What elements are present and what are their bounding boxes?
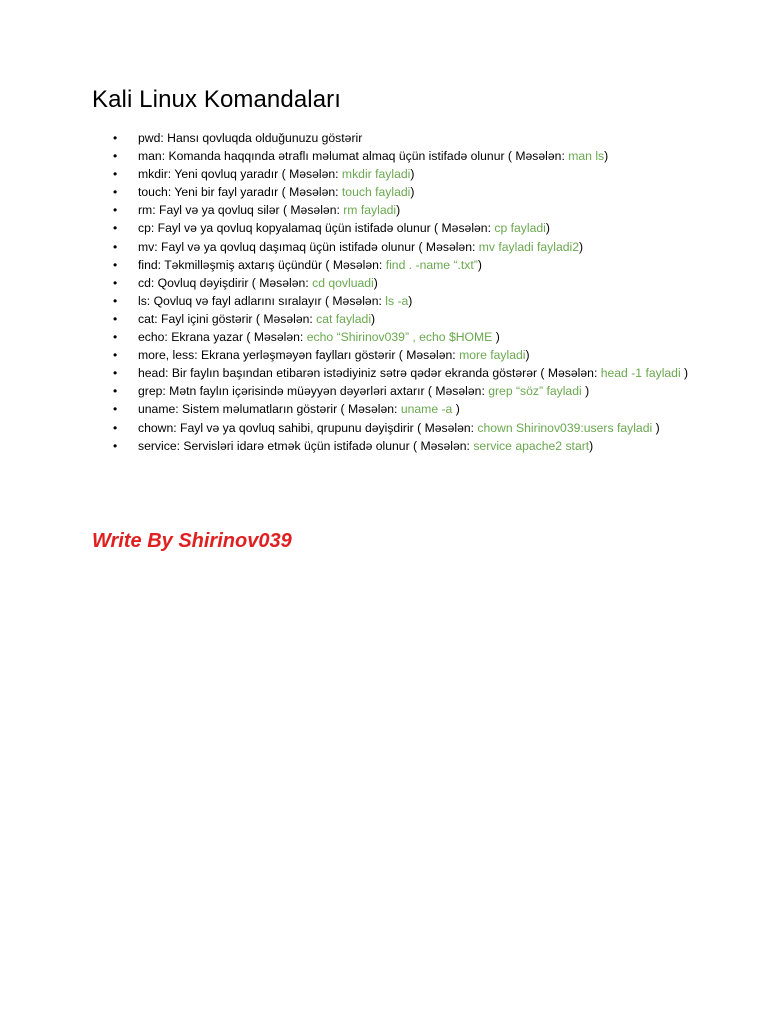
bullet-icon: • bbox=[113, 239, 118, 254]
bullet-icon: • bbox=[113, 384, 118, 399]
list-item bbox=[113, 183, 703, 201]
command-name: touch: bbox=[138, 185, 172, 200]
command-description: Hansı qovluqda olduğunuzu göstərir bbox=[163, 131, 363, 145]
command-description: Fayl içini göstərir ( bbox=[157, 311, 264, 326]
command-example: cd qovluadi bbox=[312, 275, 374, 290]
page-title: Kali Linux Komandaları bbox=[92, 86, 342, 113]
list-item bbox=[113, 364, 703, 382]
command-description: Sistem məlumatların göstərir ( bbox=[178, 402, 348, 417]
list-item bbox=[113, 238, 703, 256]
example-suffix: ) bbox=[373, 275, 378, 290]
command-name: cd: bbox=[138, 275, 155, 290]
bullet-icon: • bbox=[113, 257, 118, 272]
command-example: echo “Shirinov039” , echo $HOME bbox=[306, 330, 493, 345]
command-description: Təkmilləşmiş axtarış üçündür ( bbox=[161, 257, 333, 272]
bullet-icon: • bbox=[113, 167, 118, 182]
example-prefix: Məsələn: bbox=[253, 330, 307, 345]
command-description: Qovluq dəyişdirir ( bbox=[154, 275, 260, 290]
command-example: service apache2 start bbox=[473, 438, 590, 453]
example-suffix: ) bbox=[477, 257, 482, 272]
bullet-icon: • bbox=[113, 366, 118, 381]
list-item bbox=[113, 147, 703, 165]
command-name: rm: bbox=[138, 203, 156, 218]
example-prefix: Məsələn: bbox=[435, 384, 489, 399]
command-description: Servisləri idarə etmək üçün istifadə olunur ( bbox=[180, 438, 421, 453]
example-prefix: Məsələn: bbox=[441, 221, 495, 236]
bullet-icon: • bbox=[113, 402, 118, 417]
bullet-icon: • bbox=[113, 131, 118, 145]
example-prefix: Məsələn: bbox=[424, 420, 478, 435]
command-description: Fayl və ya qovluq silər ( bbox=[155, 203, 291, 218]
example-suffix: ) bbox=[680, 366, 689, 381]
example-prefix: Məsələn: bbox=[332, 293, 386, 308]
bullet-icon: • bbox=[113, 330, 118, 345]
list-item bbox=[113, 310, 703, 328]
bullet-icon: • bbox=[113, 293, 118, 308]
example-prefix: Məsələn: bbox=[259, 275, 313, 290]
command-name: find: bbox=[138, 257, 162, 272]
command-name: mkdir: bbox=[138, 167, 172, 182]
command-name: ls: bbox=[138, 293, 151, 308]
example-prefix: Məsələn: bbox=[289, 185, 342, 200]
command-name: more, less: bbox=[138, 348, 198, 363]
command-description: Qovluq və fayl adlarını sıralayır ( bbox=[150, 293, 333, 308]
bullet-icon: • bbox=[113, 311, 118, 326]
example-suffix: ) bbox=[396, 203, 401, 218]
command-example: uname -a bbox=[400, 402, 453, 417]
list-item bbox=[113, 437, 703, 455]
list-item bbox=[113, 201, 703, 219]
bullet-icon: • bbox=[113, 275, 118, 290]
command-example: man ls bbox=[568, 149, 605, 164]
command-example: mkdir fayladi bbox=[341, 167, 411, 182]
command-description: Yeni bir fayl yaradır ( bbox=[171, 185, 290, 200]
list-item bbox=[113, 346, 703, 364]
bullet-icon: • bbox=[113, 203, 118, 218]
bullet-icon: • bbox=[113, 185, 118, 200]
example-suffix: ) bbox=[408, 293, 413, 308]
list-item bbox=[113, 165, 703, 183]
example-suffix: ) bbox=[371, 311, 376, 326]
command-description: Mətn faylın içərisində müəyyən dəyərləri axtarır ( bbox=[165, 384, 436, 399]
bullet-icon: • bbox=[113, 438, 118, 453]
example-suffix: ) bbox=[452, 402, 460, 417]
command-description: Bir faylın başından etibarən istədiyiniz sətrə qədər ekranda göstərər ( bbox=[168, 366, 548, 381]
command-example: chown Shirinov039:users fayladi bbox=[477, 420, 653, 435]
example-suffix: ) bbox=[492, 330, 500, 345]
command-description: Yeni qovluq yaradır ( bbox=[171, 167, 290, 182]
command-example: cp fayladi bbox=[494, 221, 546, 236]
command-example: mv fayladi fayladi2 bbox=[478, 239, 580, 254]
bullet-icon: • bbox=[113, 221, 118, 236]
example-suffix: ) bbox=[604, 149, 609, 164]
list-item bbox=[113, 219, 703, 237]
command-name: cat: bbox=[138, 311, 158, 326]
command-name: uname: bbox=[138, 402, 179, 417]
command-example: cat fayladi bbox=[316, 311, 372, 326]
command-description: Ekrana yerləşməyən faylları göstərir ( bbox=[197, 348, 407, 363]
list-item bbox=[113, 419, 703, 437]
example-suffix: ) bbox=[410, 185, 415, 200]
command-description: Ekrana yazar ( bbox=[167, 330, 254, 345]
command-description: Fayl və ya qovluq sahibi, qrupunu dəyişdirir ( bbox=[176, 420, 425, 435]
bullet-icon: • bbox=[113, 420, 118, 435]
command-description: Fayl və ya qovluq kopyalamaq üçün istifadə olunur ( bbox=[154, 221, 442, 236]
command-list bbox=[113, 129, 703, 455]
command-name: grep: bbox=[138, 384, 166, 399]
command-example: find . -name “.txt” bbox=[385, 257, 478, 272]
command-name: service: bbox=[138, 438, 180, 453]
command-name: chown: bbox=[138, 420, 177, 435]
example-suffix: ) bbox=[410, 167, 415, 182]
example-prefix: Məsələn: bbox=[547, 366, 601, 381]
command-description: Komanda haqqında ətraflı məlumat almaq üçün istifadə olunur ( bbox=[165, 149, 516, 164]
command-name: man: bbox=[138, 149, 166, 164]
command-example: head -1 fayladi bbox=[600, 366, 681, 381]
example-prefix: Məsələn: bbox=[332, 257, 386, 272]
command-example: rm fayladi bbox=[343, 203, 397, 218]
list-item bbox=[113, 292, 703, 310]
list-item bbox=[113, 129, 703, 147]
example-prefix: Məsələn: bbox=[515, 149, 569, 164]
command-name: cp: bbox=[138, 221, 155, 236]
example-prefix: Məsələn: bbox=[289, 167, 342, 182]
example-prefix: Məsələn: bbox=[263, 311, 317, 326]
example-suffix: ) bbox=[589, 438, 594, 453]
command-name: mv: bbox=[138, 239, 158, 254]
command-name: pwd: bbox=[138, 131, 164, 145]
example-suffix: ) bbox=[545, 221, 550, 236]
command-description: Fayl və ya qovluq daşımaq üçün istifadə olunur ( bbox=[157, 239, 426, 254]
command-name: head: bbox=[138, 366, 169, 381]
bullet-icon: • bbox=[113, 348, 118, 363]
command-example: more fayladi bbox=[459, 348, 526, 363]
example-prefix: Məsələn: bbox=[420, 438, 474, 453]
bullet-icon: • bbox=[113, 149, 118, 164]
example-prefix: Məsələn: bbox=[347, 402, 401, 417]
list-item bbox=[113, 274, 703, 292]
example-suffix: ) bbox=[579, 239, 584, 254]
author-signature: Write By Shirinov039 bbox=[92, 530, 292, 552]
list-item bbox=[113, 382, 703, 400]
command-example: grep “söz” fayladi bbox=[488, 384, 582, 399]
list-item bbox=[113, 256, 703, 274]
command-example: ls -a bbox=[385, 293, 409, 308]
example-prefix: Məsələn: bbox=[290, 203, 344, 218]
example-suffix: ) bbox=[652, 420, 660, 435]
command-name: echo: bbox=[138, 330, 168, 345]
example-suffix: ) bbox=[581, 384, 590, 399]
command-example: touch fayladi bbox=[341, 185, 411, 200]
example-prefix: Məsələn: bbox=[406, 348, 460, 363]
list-item bbox=[113, 328, 703, 346]
list-item bbox=[113, 400, 703, 418]
example-suffix: ) bbox=[525, 348, 530, 363]
example-prefix: Məsələn: bbox=[425, 239, 479, 254]
